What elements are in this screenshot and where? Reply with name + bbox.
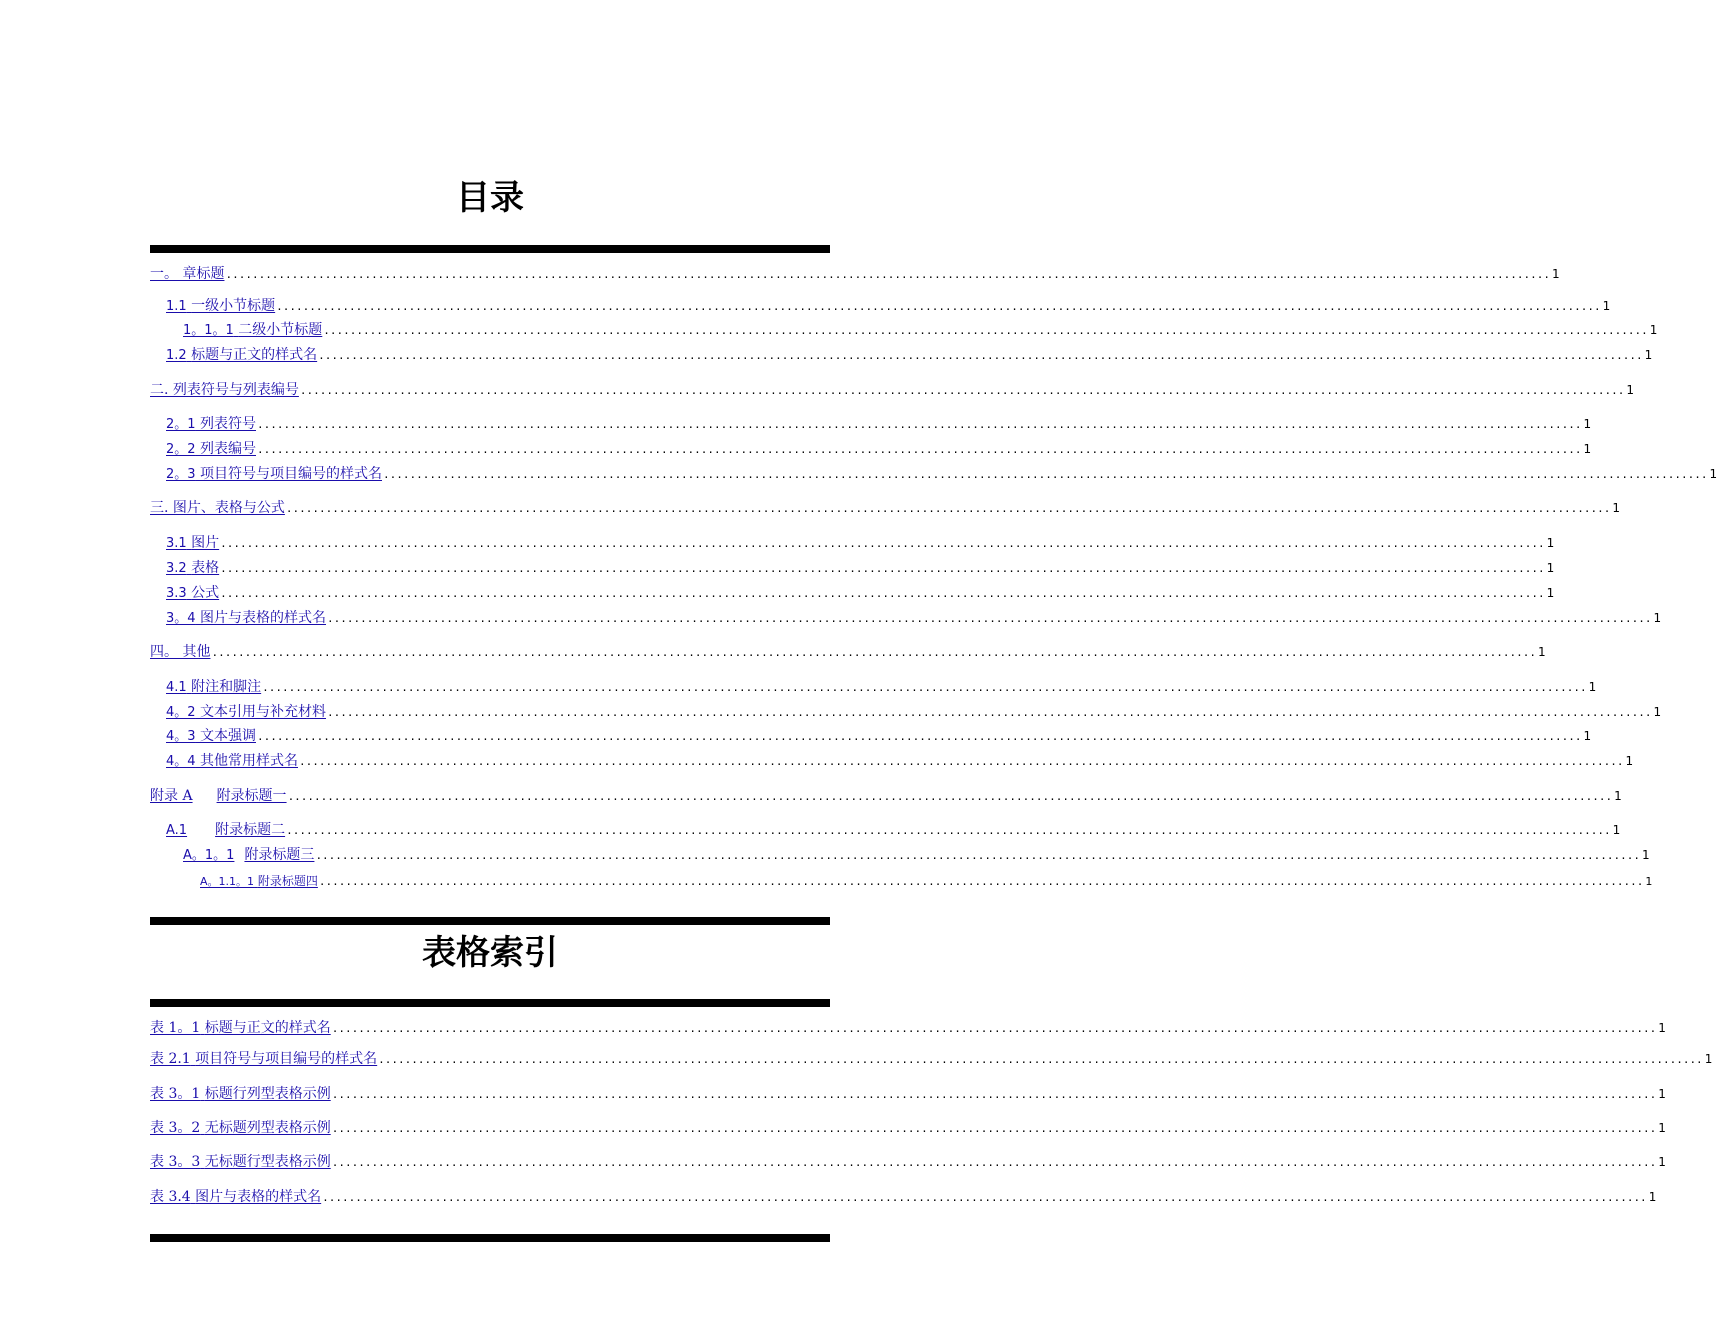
table-index-link[interactable] bbox=[150, 1019, 331, 1037]
dot-leader: ........................................................................................................................................................................................................ bbox=[257, 730, 1582, 743]
table-index-rule bbox=[150, 999, 830, 1007]
toc-entry-number: 3。4 bbox=[166, 611, 196, 626]
dot-leader: ........................................................................................................................................................................................................ bbox=[323, 324, 1648, 337]
toc-entry[interactable] bbox=[166, 465, 1717, 484]
toc-entry-text: 二级小节标题 bbox=[238, 322, 323, 338]
toc-entry-number: 1.2 bbox=[166, 348, 187, 363]
toc-entry-page: 1 bbox=[1612, 823, 1621, 837]
toc-entry-text[interactable]: 四。 其他 bbox=[150, 644, 211, 660]
table-index-entry[interactable] bbox=[150, 1153, 1666, 1171]
toc-entry-page: 1 bbox=[1612, 501, 1621, 515]
toc-entry[interactable] bbox=[200, 872, 1653, 891]
toc-entry[interactable] bbox=[166, 415, 1592, 434]
toc-entry-link[interactable] bbox=[166, 727, 256, 746]
toc-entry-number: 3.3 bbox=[166, 586, 187, 601]
toc-entry[interactable] bbox=[166, 752, 1634, 771]
dot-leader: ........................................................................................................................................................................................................ bbox=[331, 1156, 1657, 1169]
dot-leader: ........................................................................................................................................................................................................ bbox=[318, 349, 1643, 362]
toc-entry-page: 1 bbox=[1583, 417, 1592, 431]
dot-leader: ........................................................................................................................................................................................................ bbox=[378, 1053, 1703, 1066]
toc-entry-page: 1 bbox=[1602, 299, 1611, 313]
toc-entry-page: 1 bbox=[1641, 848, 1650, 862]
dot-leader: ........................................................................................................................................................................................................ bbox=[220, 537, 1545, 550]
toc-entry[interactable] bbox=[166, 534, 1555, 553]
toc-entry-text: 文本强调 bbox=[200, 728, 256, 744]
toc-entry-page: 1 bbox=[1626, 383, 1635, 397]
toc-entry-number: 附录 A bbox=[150, 788, 193, 804]
toc-entry-text[interactable]: 三. 图片、表格与公式 bbox=[150, 500, 285, 516]
toc-entry-number: 1.1 bbox=[166, 299, 187, 314]
dot-leader: ........................................................................................................................................................................................................ bbox=[331, 1088, 1657, 1101]
toc-entry-link[interactable] bbox=[166, 678, 261, 697]
toc-entry-link[interactable] bbox=[166, 703, 326, 722]
toc-entry-page: 1 bbox=[1546, 561, 1555, 575]
toc-entry[interactable] bbox=[166, 297, 1611, 316]
table-index-text: 无标题列型表格示例 bbox=[204, 1120, 331, 1136]
toc-entry[interactable] bbox=[150, 499, 1621, 517]
toc-entry-page: 1 bbox=[1614, 789, 1622, 803]
toc-entry-text: 附注和脚注 bbox=[191, 679, 262, 695]
toc-entry-page: 1 bbox=[1709, 467, 1717, 481]
table-index-text: 无标题行型表格示例 bbox=[204, 1154, 331, 1170]
toc-entry-page: 1 bbox=[1583, 729, 1592, 743]
dot-leader: ........................................................................................................................................................................................................ bbox=[286, 824, 1611, 837]
toc-entry[interactable] bbox=[166, 584, 1555, 603]
toc-entry[interactable] bbox=[166, 678, 1597, 697]
toc-entry-link[interactable] bbox=[166, 609, 326, 628]
toc-entry-link[interactable] bbox=[183, 846, 314, 865]
dot-leader: ........................................................................................................................................................................................................ bbox=[220, 587, 1545, 600]
toc-entry-number: 4。4 bbox=[166, 754, 196, 769]
toc-entry[interactable] bbox=[150, 265, 1560, 283]
dot-leader: ........................................................................................................................................................................................................ bbox=[331, 1022, 1657, 1035]
toc-entry-link[interactable] bbox=[166, 415, 256, 434]
toc-entry-number: 2。2 bbox=[166, 442, 196, 457]
dot-leader: ........................................................................................................................................................................................................ bbox=[327, 612, 1652, 625]
toc-entry-text: 附录标题四 bbox=[257, 874, 318, 888]
table-index-entry[interactable] bbox=[150, 1019, 1666, 1037]
toc-entry-text[interactable]: 二. 列表符号与列表编号 bbox=[150, 382, 299, 398]
toc-entry-text: 标题与正文的样式名 bbox=[191, 347, 318, 363]
toc-entry[interactable] bbox=[166, 559, 1555, 578]
table-index-number: 表 1。1 bbox=[150, 1020, 201, 1036]
toc-entry-number: 3.2 bbox=[166, 561, 187, 576]
table-index-bottom-rule bbox=[150, 1234, 830, 1242]
table-index-link[interactable] bbox=[150, 1153, 331, 1171]
dot-leader: ........................................................................................................................................................................................................ bbox=[257, 418, 1582, 431]
toc-entry-page: 1 bbox=[1625, 754, 1634, 768]
dot-leader: ........................................................................................................................................................................................................ bbox=[257, 443, 1582, 456]
toc-entry-text: 列表符号 bbox=[200, 416, 256, 432]
table-index-text: 标题与正文的样式名 bbox=[204, 1020, 331, 1036]
toc-entry[interactable] bbox=[166, 821, 1621, 840]
toc-entry-number: 4。2 bbox=[166, 705, 196, 720]
table-index-number: 表 3。3 bbox=[150, 1154, 201, 1170]
table-index-link[interactable] bbox=[150, 1085, 331, 1103]
toc-entry-number: 4。3 bbox=[166, 729, 196, 744]
toc-entry-link[interactable] bbox=[166, 440, 256, 459]
table-index-top-rule bbox=[150, 917, 830, 925]
dot-leader: ........................................................................................................................................................................................................ bbox=[225, 268, 1550, 281]
toc-entry-page: 1 bbox=[1588, 680, 1597, 694]
dot-leader: ........................................................................................................................................................................................................ bbox=[383, 468, 1708, 481]
toc-entry[interactable] bbox=[150, 643, 1546, 661]
dot-leader: ........................................................................................................................................................................................................ bbox=[220, 562, 1545, 575]
table-index-number: 表 3.4 bbox=[150, 1189, 191, 1205]
toc-entry-page: 1 bbox=[1551, 267, 1560, 281]
toc-entry-page: 1 bbox=[1546, 586, 1555, 600]
toc-entry-text: 其他常用样式名 bbox=[200, 753, 298, 769]
table-index-text: 项目符号与项目编号的样式名 bbox=[195, 1051, 378, 1067]
toc-entry-text: 公式 bbox=[191, 585, 220, 601]
table-index-number: 表 3。2 bbox=[150, 1120, 201, 1136]
toc-entry-text: 项目符号与项目编号的样式名 bbox=[200, 466, 382, 482]
dot-leader: ........................................................................................................................................................................................................ bbox=[299, 755, 1624, 768]
table-index-link[interactable] bbox=[150, 1188, 321, 1206]
toc-entry-text: 图片 bbox=[191, 535, 220, 551]
toc-entry[interactable] bbox=[150, 381, 1635, 399]
table-index-text: 标题行列型表格示例 bbox=[204, 1086, 331, 1102]
table-index-page: 1 bbox=[1658, 1121, 1666, 1135]
dot-leader: ........................................................................................................................................................................................................ bbox=[315, 849, 1640, 862]
toc-entry-link[interactable] bbox=[166, 346, 317, 365]
toc-entry-link[interactable] bbox=[200, 872, 318, 891]
toc-entry-link[interactable] bbox=[166, 534, 219, 553]
toc-entry-link[interactable] bbox=[166, 465, 382, 484]
toc-entry-number: A。1.1。1 bbox=[200, 875, 255, 888]
toc-entry-page: 1 bbox=[1653, 705, 1662, 719]
dot-leader: ........................................................................................................................................................................................................ bbox=[262, 681, 1587, 694]
toc-entry-number: 2。1 bbox=[166, 417, 196, 432]
toc-entry[interactable] bbox=[166, 609, 1662, 628]
toc-entry[interactable] bbox=[166, 727, 1592, 746]
toc-entry-page: 1 bbox=[1537, 645, 1546, 659]
dot-leader: ........................................................................................................................................................................................................ bbox=[299, 384, 1625, 397]
toc-entry-text: 附录标题一 bbox=[216, 788, 287, 804]
toc-entry-text[interactable]: 一。 章标题 bbox=[150, 266, 225, 282]
dot-leader: ........................................................................................................................................................................................................ bbox=[276, 300, 1601, 313]
table-index-page: 1 bbox=[1658, 1155, 1666, 1169]
toc-entry-number: 3.1 bbox=[166, 536, 187, 551]
toc-entry-page: 1 bbox=[1645, 875, 1653, 888]
dot-leader: ........................................................................................................................................................................................................ bbox=[318, 875, 1644, 888]
toc-top-rule bbox=[150, 245, 830, 253]
toc-entry-page: 1 bbox=[1583, 442, 1592, 456]
toc-entry-text: 附录标题三 bbox=[244, 847, 315, 863]
dot-leader: ........................................................................................................................................................................................................ bbox=[322, 1191, 1647, 1204]
toc-entry[interactable] bbox=[166, 703, 1662, 722]
table-index-number: 表 3。1 bbox=[150, 1086, 201, 1102]
toc-entry-number: 2。3 bbox=[166, 467, 196, 482]
table-index-text: 图片与表格的样式名 bbox=[195, 1189, 322, 1205]
table-index-page: 1 bbox=[1704, 1052, 1713, 1066]
toc-entry-link[interactable] bbox=[166, 297, 275, 316]
table-index-link[interactable] bbox=[150, 1119, 331, 1137]
dot-leader: ........................................................................................................................................................................................................ bbox=[331, 1122, 1657, 1135]
toc-entry[interactable] bbox=[166, 440, 1592, 459]
toc-entry[interactable] bbox=[183, 846, 1650, 865]
toc-entry-text: 图片与表格的样式名 bbox=[200, 610, 326, 626]
table-index-entry[interactable] bbox=[150, 1188, 1657, 1206]
toc-entry-page: 1 bbox=[1546, 536, 1555, 550]
toc-entry-text: 列表编号 bbox=[200, 441, 256, 457]
toc-entry-number: 1。1。1 bbox=[183, 323, 234, 338]
toc-entry-text: 附录标题二 bbox=[215, 822, 286, 838]
toc-entry-page: 1 bbox=[1649, 323, 1658, 337]
toc-title: 目录 bbox=[456, 178, 524, 218]
toc-entry-link[interactable] bbox=[183, 321, 322, 340]
dot-leader: ........................................................................................................................................................................................................ bbox=[287, 790, 1613, 803]
toc-entry-text: 一级小节标题 bbox=[191, 298, 276, 314]
toc-entry-link[interactable] bbox=[166, 559, 219, 578]
table-index-number: 表 2.1 bbox=[150, 1051, 191, 1067]
toc-entry[interactable] bbox=[166, 346, 1653, 365]
toc-entry-link[interactable] bbox=[150, 787, 287, 805]
table-index-page: 1 bbox=[1648, 1190, 1657, 1204]
table-index-entry[interactable] bbox=[150, 1085, 1666, 1103]
toc-entry-link[interactable] bbox=[166, 584, 219, 603]
table-index-entry[interactable] bbox=[150, 1119, 1666, 1137]
toc-entry-page: 1 bbox=[1644, 348, 1653, 362]
table-index-link[interactable] bbox=[150, 1050, 377, 1068]
toc-entry-number: 4.1 bbox=[166, 680, 187, 695]
toc-entry-text: 表格 bbox=[191, 560, 220, 576]
table-index-page: 1 bbox=[1658, 1021, 1666, 1035]
toc-entry-link[interactable] bbox=[166, 752, 298, 771]
toc-entry-link[interactable] bbox=[166, 821, 285, 840]
dot-leader: ........................................................................................................................................................................................................ bbox=[285, 502, 1611, 515]
dot-leader: ........................................................................................................................................................................................................ bbox=[211, 646, 1536, 659]
toc-entry-number: A.1 bbox=[166, 823, 188, 838]
toc-entry-text: 文本引用与补充材料 bbox=[200, 704, 326, 720]
toc-entry[interactable] bbox=[150, 787, 1622, 805]
table-index-page: 1 bbox=[1658, 1087, 1666, 1101]
table-index-title: 表格索引 bbox=[422, 933, 558, 973]
toc-entry-number: A。1。1 bbox=[183, 848, 235, 863]
toc-entry-page: 1 bbox=[1653, 611, 1662, 625]
dot-leader: ........................................................................................................................................................................................................ bbox=[327, 706, 1652, 719]
table-index-entry[interactable] bbox=[150, 1050, 1713, 1068]
toc-entry[interactable] bbox=[183, 321, 1658, 340]
